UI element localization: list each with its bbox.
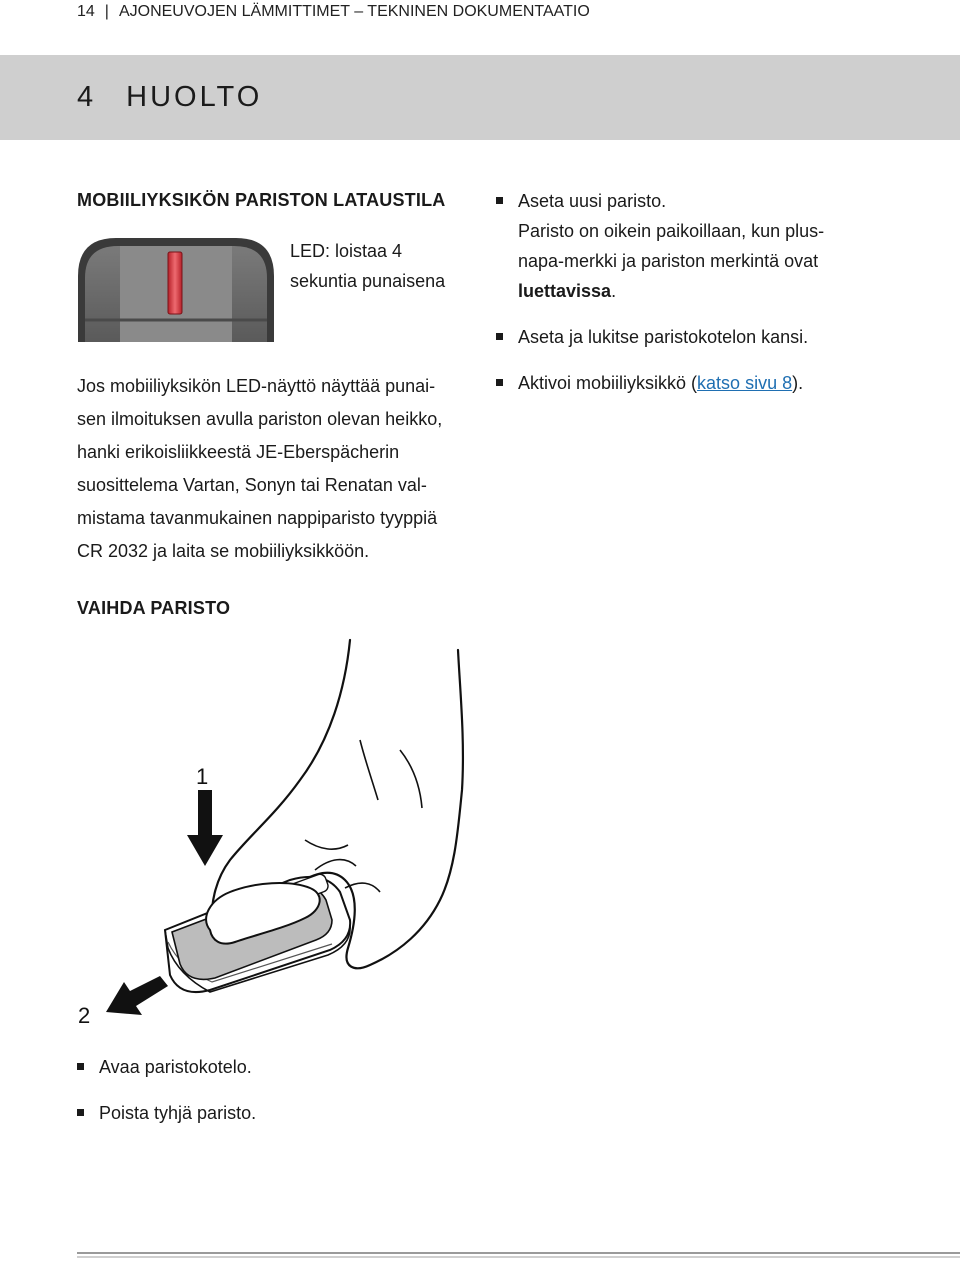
bullet-icon	[77, 1109, 84, 1116]
paragraph-line: suosittelema Vartan, Sonyn tai Renatan val-	[77, 475, 427, 495]
led-indicator	[168, 252, 182, 314]
step-text: Aseta uusi paristo.	[518, 191, 667, 211]
page-number: 14	[77, 3, 95, 20]
bullet-icon	[496, 379, 503, 386]
paragraph-line: CR 2032 ja laita se mobiiliyksikköön.	[77, 541, 370, 561]
led-caption-line2: sekuntia punaisena	[290, 271, 446, 291]
battery-charge-paragraph	[77, 370, 467, 568]
bullet-icon	[496, 197, 503, 204]
hand-crease-line	[360, 740, 378, 800]
chapter-band	[0, 55, 960, 140]
arrow-2-icon	[106, 976, 168, 1015]
paragraph-line: Jos mobiiliyksikön LED-näyttö näyttää punai-	[77, 376, 436, 396]
page-reference-link[interactable]: katso sivu 8	[697, 373, 793, 393]
list-item	[77, 1052, 256, 1082]
figure-label-2: 2	[78, 1003, 91, 1028]
chapter-title	[77, 55, 262, 140]
step-text: napa-merkki ja pariston merkintä ovat	[518, 251, 819, 271]
hand-crease-line	[400, 750, 422, 808]
led-caption	[290, 236, 480, 296]
bullet-icon	[496, 333, 503, 340]
replace-steps-list	[77, 1052, 256, 1128]
step-text: Poista tyhjä paristo.	[99, 1103, 257, 1123]
header-separator: |	[104, 3, 109, 20]
list-item	[496, 186, 936, 306]
remote-led-illustration	[76, 236, 276, 342]
arrow-1-icon	[187, 790, 223, 866]
right-steps-list	[496, 186, 936, 398]
list-item	[496, 322, 936, 352]
paragraph-line: hanki erikoisliikkeestä JE-Eberspächerin	[77, 442, 400, 462]
document-title: AJONEUVOJEN LÄMMITTIMET – TEKNINEN DOKUMENTAATIO	[118, 3, 590, 20]
step-text: ).	[792, 373, 804, 393]
bullet-icon	[77, 1063, 84, 1070]
step-text: Aseta ja lukitse paristokotelon kansi.	[518, 327, 809, 347]
step-text: Aktivoi mobiiliyksikkö (	[518, 373, 698, 393]
chapter-name: HUOLTO	[126, 81, 263, 113]
led-caption-line1: LED: loistaa 4	[290, 241, 403, 261]
footer-rule	[77, 1252, 960, 1258]
paragraph-line: sen ilmoituksen avulla pariston olevan heikko,	[77, 409, 443, 429]
hand-crease-line	[305, 840, 348, 849]
step-text: Avaa paristokotelo.	[99, 1057, 252, 1077]
running-header	[77, 0, 590, 24]
replace-battery-illustration	[60, 630, 480, 1050]
emphasis-text: luettavissa	[518, 281, 612, 301]
finger-line	[315, 860, 356, 870]
paragraph-line: mistama tavanmukainen nappiparisto tyyppiä	[77, 508, 438, 528]
step-text	[518, 276, 936, 306]
step-text: Paristo on oikein paikoillaan, kun plus-	[518, 221, 825, 241]
list-item	[77, 1098, 256, 1128]
chapter-number: 4	[77, 81, 97, 113]
section-heading-replace-battery: VAIHDA PARISTO	[77, 598, 231, 618]
list-item	[496, 368, 936, 398]
section-heading-battery-charge: MOBIILIYKSIKÖN PARISTON LATAUSTILA	[77, 190, 446, 210]
figure-label-1: 1	[196, 764, 209, 789]
punctuation: .	[611, 281, 617, 301]
